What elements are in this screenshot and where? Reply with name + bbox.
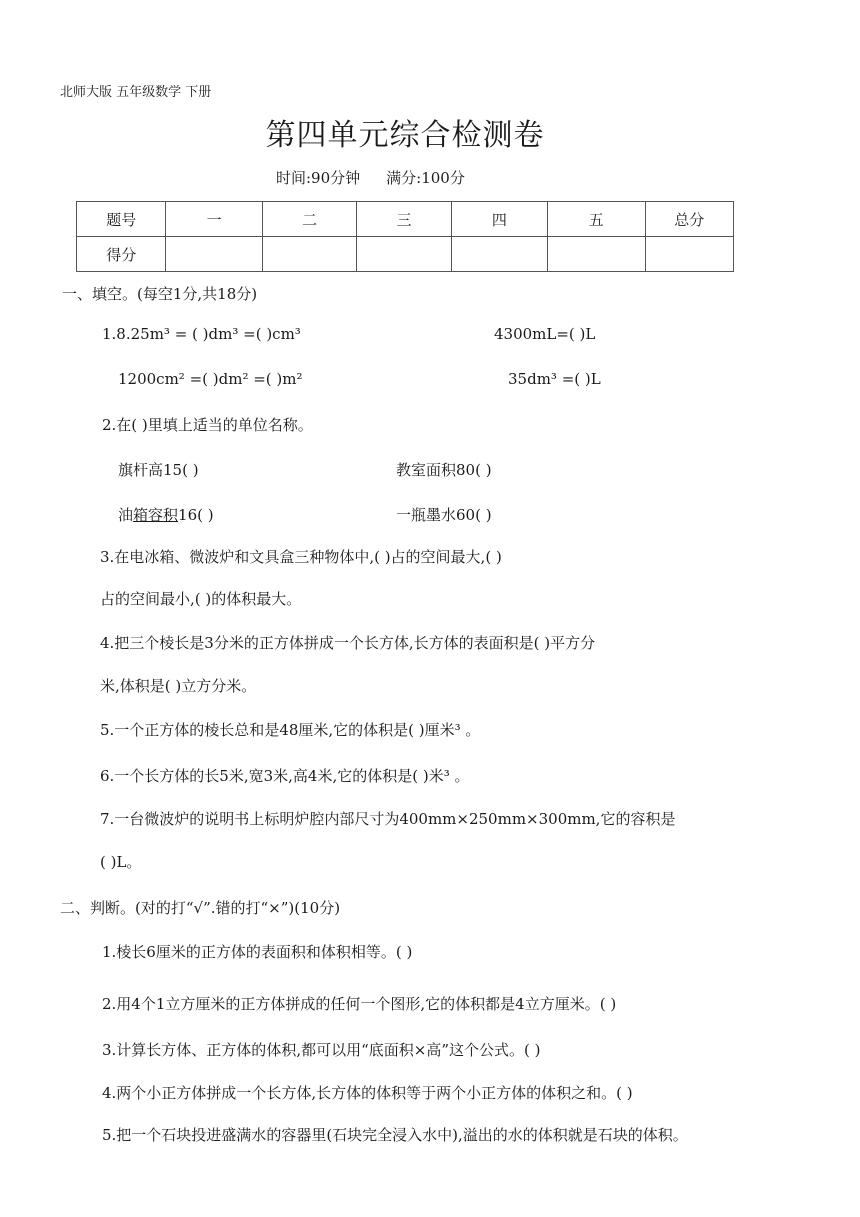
s1-q2-a: 旗杆高15( ) — [118, 461, 199, 479]
header-note: 北师大版 五年级数学 下册 — [60, 85, 212, 100]
score-row-label: 得分 — [77, 237, 166, 272]
s2-q3: 3.计算长方体、正方体的体积,都可以用“底面积×高”这个公式。( ) — [102, 1041, 541, 1059]
s1-q2-c-post: 16( ) — [178, 506, 214, 524]
s1-q7-line2: ( )L。 — [100, 853, 142, 871]
s1-q4-line2: 米,体积是( )立方分米。 — [100, 677, 257, 695]
score-cell[interactable] — [357, 237, 451, 272]
s1-q3-line2: 占的空间最小,( )的体积最大。 — [100, 590, 302, 608]
s1-q2-c-pre: 油 — [118, 506, 134, 524]
score-cell[interactable] — [166, 237, 262, 272]
s1-q7-line1: 7.一台微波炉的说明书上标明炉腔内部尺寸为400mm×250mm×300mm,它的容积是 — [100, 810, 676, 828]
exam-meta — [276, 167, 465, 188]
s1-q2-c — [118, 504, 214, 525]
score-header-cell: 四 — [451, 202, 547, 237]
score-cell[interactable] — [262, 237, 356, 272]
section2-heading: 二、判断。(对的打“√”.错的打“×”)(10分) — [60, 899, 341, 917]
score-cell[interactable] — [451, 237, 547, 272]
s2-q5: 5.把一个石块投进盛满水的容器里(石块完全浸入水中),溢出的水的体积就是石块的体积。 — [102, 1126, 688, 1144]
s1-q1-line2a: 1200cm² =( )dm² =( )m² — [118, 370, 303, 388]
s1-q2-c-underlined: 箱容积 — [133, 506, 179, 524]
score-header-cell: 五 — [548, 202, 645, 237]
s1-q4-line1: 4.把三个棱长是3分米的正方体拼成一个长方体,长方体的表面积是( )平方分 — [100, 634, 596, 652]
s1-q2-d: 一瓶墨水60( ) — [396, 506, 492, 524]
full-score: 满分:100分 — [386, 169, 465, 187]
time-limit: 时间:90分钟 — [276, 169, 361, 187]
score-table-header-row — [77, 202, 734, 237]
score-cell[interactable] — [548, 237, 645, 272]
s1-q5: 5.一个正方体的棱长总和是48厘米,它的体积是( )厘米³ 。 — [100, 721, 481, 739]
s2-q2: 2.用4个1立方厘米的正方体拼成的任何一个图形,它的体积都是4立方厘米。( ) — [102, 995, 617, 1013]
score-header-cell: 三 — [357, 202, 451, 237]
s1-q1-line2b: 35dm³ =( )L — [508, 370, 601, 388]
s1-q6: 6.一个长方体的长5米,宽3米,高4米,它的体积是( )米³ 。 — [100, 767, 470, 785]
page-title: 第四单元综合检测卷 — [265, 118, 545, 153]
s2-q1: 1.棱长6厘米的正方体的表面积和体积相等。( ) — [102, 943, 413, 961]
score-header-cell: 一 — [166, 202, 262, 237]
score-table — [76, 201, 734, 272]
s2-q4: 4.两个小正方体拼成一个长方体,长方体的体积等于两个小正方体的体积之和。( ) — [102, 1084, 633, 1102]
score-header-cell: 二 — [262, 202, 356, 237]
s1-q2-b: 教室面积80( ) — [396, 461, 492, 479]
s1-q2: 2.在( )里填上适当的单位名称。 — [102, 416, 313, 434]
score-header-cell: 题号 — [77, 202, 166, 237]
s1-q3-line1: 3.在电冰箱、微波炉和文具盒三种物体中,( )占的空间最大,( ) — [100, 548, 502, 566]
section1-heading: 一、填空。(每空1分,共18分) — [62, 285, 258, 303]
score-cell[interactable] — [645, 237, 734, 272]
score-table-score-row — [77, 237, 734, 272]
s1-q1-line1b: 4300mL=( )L — [494, 325, 596, 343]
score-header-cell: 总分 — [645, 202, 734, 237]
s1-q1-line1a: 1.8.25m³ = ( )dm³ =( )cm³ — [102, 325, 301, 343]
